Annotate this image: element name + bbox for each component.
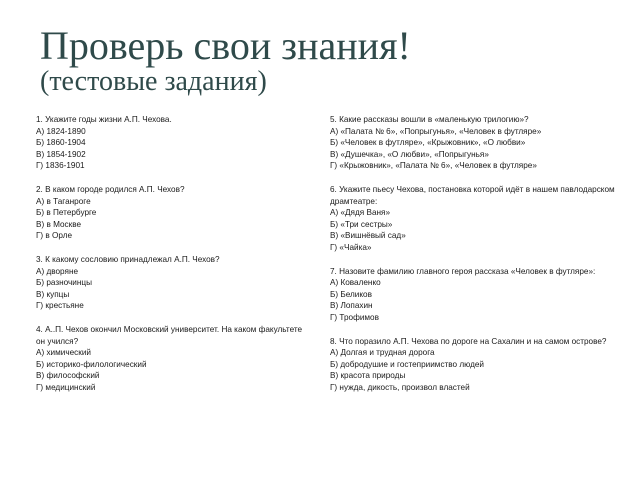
answer-option: Б) разночинцы	[36, 278, 92, 288]
question-8	[330, 336, 630, 394]
question-text: 2. В каком городе родился А.П. Чехов?	[36, 184, 185, 194]
answer-option: Г) «Крыжовник», «Палата № 6», «Человек в футляре»	[330, 161, 537, 171]
answer-option: Б) Беликов	[330, 289, 372, 299]
answer-option: Б) «Три сестры»	[330, 219, 393, 229]
answer-option: Б) историко-филологический	[36, 359, 147, 369]
answer-option: В) «Вишнёвый сад»	[330, 231, 406, 241]
answer-option: А) в Таганроге	[36, 196, 91, 206]
answer-option: Г) медицинский	[36, 382, 96, 392]
question-text: 5. Какие рассказы вошли в «маленькую трилогию»?	[330, 115, 529, 124]
slide-title: Проверь свои знания!	[40, 23, 411, 68]
answer-option: Г) 1836-1901	[36, 161, 85, 171]
answer-option: А) «Палата № 6», «Попрыгунья», «Человек в футляре»	[330, 126, 542, 136]
question-text: 8. Что поразило А.П. Чехова по дороге на Сахалин и на самом острове?	[330, 336, 607, 346]
answer-option: Б) «Человек в футляре», «Крыжовник», «О любви»	[330, 138, 526, 148]
question-2	[36, 184, 311, 242]
question-7	[330, 266, 630, 324]
answer-option: А) «Дядя Ваня»	[330, 208, 391, 218]
question-text: 6. Укажите пьесу Чехова, постановка которой идёт в нашем павлодарском драмтеатре:	[330, 184, 615, 206]
left-column	[36, 114, 311, 405]
question-6	[330, 184, 630, 254]
question-1	[36, 114, 311, 172]
answer-option: Г) «Чайка»	[330, 242, 372, 252]
answer-option: В) купцы	[36, 289, 70, 299]
answer-option: Г) нужда, дикость, произвол властей	[330, 382, 470, 392]
question-3	[36, 254, 311, 312]
answer-option: А) Долгая и трудная дорога	[330, 348, 435, 358]
answer-option: В) 1854-1902	[36, 149, 86, 159]
answer-option: В) «Душечка», «О любви», «Попрыгунья»	[330, 149, 489, 159]
answer-option: Б) 1860-1904	[36, 138, 86, 148]
answer-option: Г) в Орле	[36, 231, 73, 241]
answer-option: Б) в Петербурге	[36, 208, 97, 218]
question-text: 3. К какому сословию принадлежал А.П. Чехов?	[36, 254, 220, 264]
answer-option: Г) Трофимов	[330, 312, 379, 322]
question-text: 1. Укажите годы жизни А.П. Чехова.	[36, 115, 172, 124]
question-5	[330, 114, 630, 172]
answer-option: В) философский	[36, 371, 100, 381]
answer-option: А) Коваленко	[330, 278, 381, 288]
answer-option: В) в Москве	[36, 219, 82, 229]
answer-option: Б) добродушие и гостеприимство людей	[330, 359, 485, 369]
answer-option: А) дворяне	[36, 266, 79, 276]
right-column	[330, 114, 630, 405]
answer-option: А) 1824-1890	[36, 126, 86, 136]
question-text: 7. Назовите фамилию главного героя рассказа «Человек в футляре»:	[330, 266, 596, 276]
answer-option: А) химический	[36, 348, 91, 358]
question-4	[36, 324, 311, 394]
answer-option: В) красота природы	[330, 371, 406, 381]
answer-option: В) Лопахин	[330, 301, 373, 311]
answer-option: Г) крестьяне	[36, 301, 84, 311]
question-text: 4. А..П. Чехов окончил Московский университет. На каком факультете он учился?	[36, 324, 303, 346]
slide-subtitle: (тестовые задания)	[40, 66, 267, 97]
